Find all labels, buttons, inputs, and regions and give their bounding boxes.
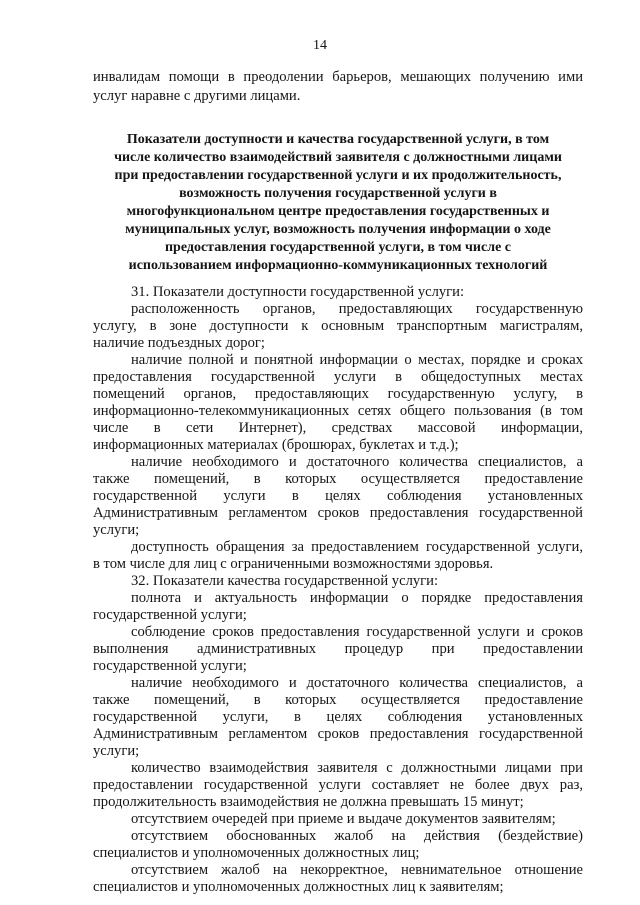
paragraph-line: информационных материалах (брошюрах, буклетах и т.д.); <box>93 437 459 453</box>
paragraph-line: услуги; <box>93 522 140 538</box>
section-heading-line: использованием информационно-коммуникационных технологий <box>128 258 548 273</box>
paragraph-line: услуг наравне с другими лицами. <box>93 88 301 104</box>
paragraph-line: соблюдение сроков предоставления государственной услуги и сроков <box>131 624 583 640</box>
paragraph-line: услуги; <box>93 743 140 759</box>
paragraph-line: предоставлении государственной услуги составляет не более двух раз, <box>93 777 583 793</box>
paragraph-line: государственной услуги; <box>93 607 247 623</box>
paragraph-line: наличие полной и понятной информации о местах, порядке и сроках <box>131 352 583 368</box>
paragraph-line: также помещений, в которых осуществляется предоставление <box>93 692 583 708</box>
paragraph-line: помещений органов, предоставляющих государственную услугу, в <box>93 386 583 402</box>
section-heading-line: Показатели доступности и качества государственной услуги, в том <box>126 132 550 147</box>
paragraph-line: количество взаимодействия заявителя с должностными лицами при <box>131 760 583 776</box>
paragraph-line: в том числе для лиц с ограниченными возможностями здоровья. <box>93 556 494 572</box>
page-number: 14 <box>313 38 327 53</box>
paragraph-line: отсутствием обоснованных жалоб на действия (бездействие) <box>131 828 583 844</box>
paragraph-line: предоставления государственной услуги в общедоступных местах <box>93 369 583 385</box>
paragraph-line: продолжительность взаимодействия не должна превышать 15 минут; <box>93 794 524 810</box>
paragraph-line: отсутствием очередей при приеме и выдаче документов заявителям; <box>131 811 556 827</box>
paragraph-line: расположенность органов, предоставляющих государственную <box>131 301 583 317</box>
section-heading-line: многофункциональном центре предоставления государственных и <box>126 204 550 219</box>
paragraph-line: выполнения административных процедур при предоставлении <box>93 641 583 657</box>
paragraph-line: наличие необходимого и достаточного количества специалистов, а <box>131 454 583 470</box>
paragraph-line: информационно-телекоммуникационных сетях общего пользования (в том <box>93 403 583 419</box>
paragraph-line: государственной услуги; <box>93 658 247 674</box>
list-heading: 32. Показатели качества государственной услуги: <box>131 573 439 589</box>
paragraph-line: отсутствием жалоб на некорректное, невнимательное отношение <box>131 862 583 878</box>
paragraph-line: числе в сети Интернет), средствах массовой информации, <box>93 420 583 436</box>
section-heading-line: муниципальных услуг, возможность получения информации о ходе <box>125 222 551 237</box>
paragraph-line: полнота и актуальность информации о порядке предоставления <box>131 590 583 606</box>
section-heading-line: при предоставлении государственной услуги и их продолжительность, <box>114 168 562 183</box>
paragraph-line: Административным регламентом сроков предоставления государственной <box>93 505 583 521</box>
paragraph-line: доступность обращения за предоставлением государственной услуги, <box>131 539 583 555</box>
paragraph-line: Административным регламентом сроков предоставления государственной <box>93 726 583 742</box>
paragraph-line: также помещений, в которых осуществляется предоставление <box>93 471 583 487</box>
paragraph-line: государственной услуги в целях соблюдения установленных <box>93 488 583 504</box>
paragraph-line: специалистов и уполномоченных должностных лиц; <box>93 845 420 861</box>
section-heading-line: возможность получения государственной услуги в <box>179 186 497 201</box>
list-heading: 31. Показатели доступности государственной услуги: <box>131 284 465 300</box>
paragraph-line: инвалидам помощи в преодолении барьеров, мешающих получению ими <box>93 69 583 85</box>
paragraph-line: наличие подъездных дорог; <box>93 335 265 351</box>
paragraph-line: услугу, в зоне доступности к основным транспортным магистралям, <box>93 318 583 334</box>
paragraph-line: государственной услуги, в целях соблюдения установленных <box>93 709 583 725</box>
paragraph-line: наличие необходимого и достаточного количества специалистов, а <box>131 675 583 691</box>
section-heading-line: числе количество взаимодействий заявителя с должностными лицами <box>114 150 562 165</box>
paragraph-line: специалистов и уполномоченных должностных лиц к заявителям; <box>93 879 504 895</box>
section-heading-line: предоставления государственной услуги, в том числе с <box>164 240 511 255</box>
